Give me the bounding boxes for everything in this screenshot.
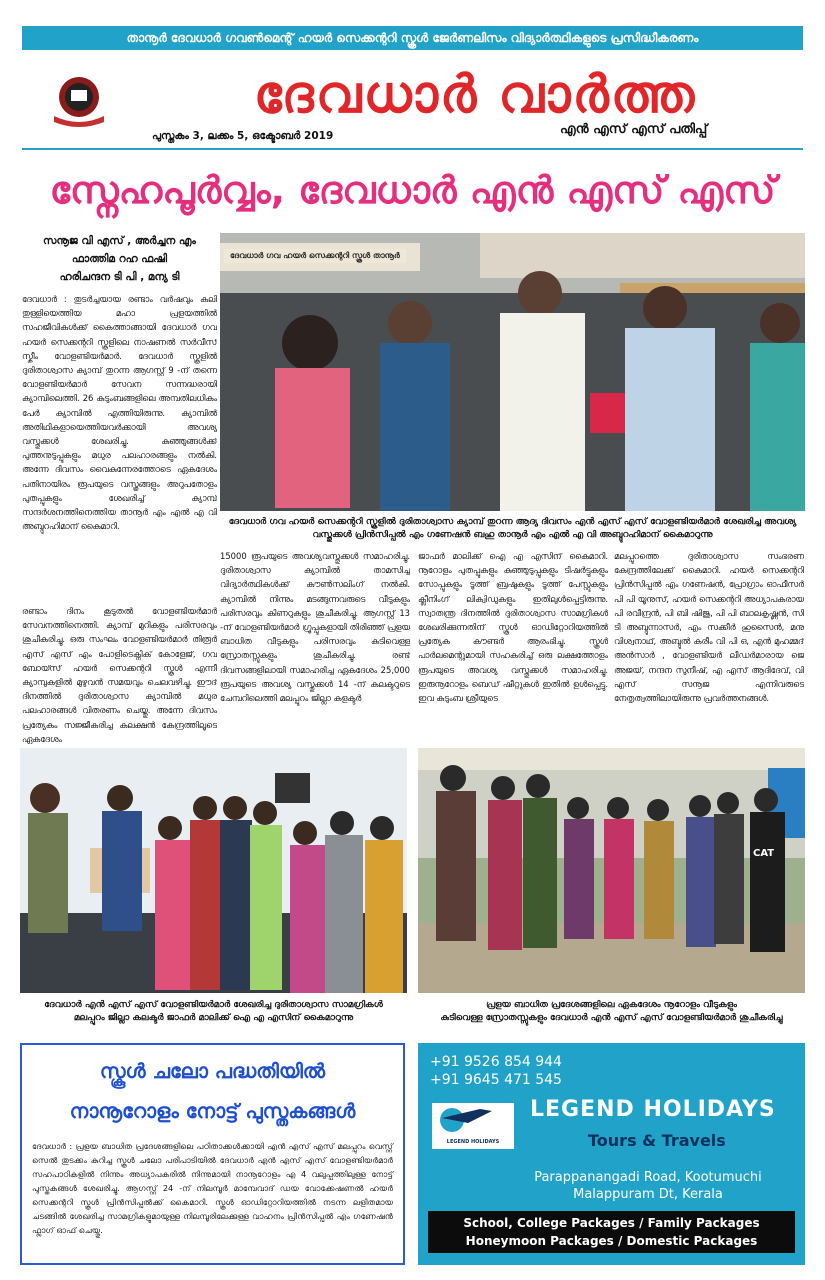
- ad-phone: +91 9526 854 944: [430, 1054, 562, 1070]
- main-photo-caption: ദേവധാർ ഗവ ഹയർ സെക്കന്ററി സ്കൂളിൽ ദുരിതാശ്വാസ ക്യാമ്പ് തുറന്ന ആദ്യ ദിവസം എൻ എസ് എസ് വോളണ്ടിയർമാർ ശേഖരിച്ച അവശ്യ വസ്തുക്കൾ പ്രിൻസിപ്പൽ എം ഗണേഷൻ ബഹു താനൂർ എം എൽ എ വി അബ്ദുറഹിമാന് കൈമാറുന്നു: [228, 517, 797, 540]
- school-emblem-icon: [44, 70, 114, 130]
- school-chalo-box: [20, 1043, 405, 1265]
- ad-packages-line: Honeymoon Packages / Domestic Packages: [465, 1234, 758, 1248]
- box-body: ദേവധാർ : പ്രളയ ബാധിത പ്രദേശങ്ങളിലെ പഠിതാക്കൾക്കായി എൻ എസ് എസ് മലപ്പുറം വെസ്റ്റ് സെൽ തുടക്കം കുറിച്ച സ്കൂൾ ചലോ പരിപാടിയിൽ ദേവധാർ എൻ എസ് എസ് വോളണ്ടിയർമാർ സഹപാഠികളിൽ നിന്നും അധ്യാപകരിൽ നിന്നുമായി നാനൂറോളം എ 4 വലുപ്പത്തിലുള്ള നോട്ട് പുസ്തകങ്ങൾ ശേഖരിച്ചു. ആഗസ്റ്റ് 24 -ന് നിലമ്പൂർ മാമ്പേവാദ് ഡയ വോക്കേഷണൽ ഹയർ സെക്കന്ററി സ്കൂൾ പ്രിൻസിപ്പൽക്ക് കൈമാറി. സ്കൂൾ ഓഡിറ്റോറിയത്തിൽ നടന്ന ലളിതമായ ചടങ്ങിൽ ശേഖരിച്ച സാമഗ്രികളുമായുള്ള നിലമ്പൂരിലേക്കുള്ള വാഹനം പ്രിൻസിപ്പൽ എം ഗണേഷൻ ഫ്ലാഗ് ഓഫ് ചെയ്തു.: [32, 1141, 393, 1235]
- school-sign: ദേവധാർ ഗവ ഹയർ സെക്കന്ററി സ്കൂൾ താനൂർ: [224, 249, 406, 263]
- caption-line: കുടിവെള്ള സ്രോതസ്സുകളും ദേവധാർ എൻ എസ് എസ് വോളണ്ടിയർമാർ ശുചീകരിച്ചു: [440, 1013, 783, 1023]
- byline: [22, 232, 217, 286]
- plane-globe-icon: [432, 1103, 514, 1135]
- main-photo: [220, 233, 805, 511]
- article-column-1-top: ദേവധാർ : തുടർച്ചയായ രണ്ടാം വർഷവും കലി തുള്ളിയെത്തിയ മഹാ പ്രളയത്തിൽ സഹജീവികൾക്ക് കൈത്താങ്ങായി ദേവധാർ ഗവ ഹയർ സെക്കന്ററി സ്കൂളിലെ നാഷണൽ സർവീസ് സ്കീം വോളണ്ടിയർമാർ. ദേവധാർ സ്കൂളിൽ ദുരിതാശ്വാസ ക്യാമ്പ് തുറന്ന ആഗസ്റ്റ് 9 -ന് തന്നെ വോളണ്ടിയർമാർ സേവന സന്നദ്ധരായി ക്യാമ്പിലെത്തി. 26 കുടുംബങ്ങളിലെ അമ്പതിലധികം പേർ ക്യാമ്പിൽ എത്തിയിരുന്നു. ക്യാമ്പിൽ അതിഥികളായെത്തിയവർക്കായി അവശ്യ വസ്തുക്കൾ ശേഖരിച്ചു. കുഞ്ഞുങ്ങൾക്ക് പുത്തനുടുപ്പുകളും മധുര പലഹാരങ്ങളും നൽകി. അന്നേ ദിവസം വൈകുന്നേരത്തോടെ ഏകദേശം പതിനായിരം രൂപയുടെ വസ്ത്രങ്ങളും അറുപതോളം പുതപ്പുകളും ശേഖരിച്ച് ക്യാമ്പ് സന്ദർശനത്തിനെത്തിയ താനൂർ എം എൽ എ വി അബ്ദുറഹിമാന് കൈമാറി.: [22, 294, 217, 532]
- box-title-2: നാനൂറോളം നോട്ട് പുസ്തകങ്ങൾ: [69, 1099, 356, 1123]
- caption-line: പ്രളയ ബാധിത പ്രദേശങ്ങളിലെ ഏകദേശം നൂറോളം വീടുകളും: [486, 1000, 737, 1010]
- ad-subtitle: Tours & Travels: [588, 1131, 726, 1150]
- handover-caption: [20, 999, 407, 1025]
- ad-address: [498, 1169, 798, 1203]
- ad-title: LEGEND HOLIDAYS: [530, 1097, 776, 1122]
- top-banner: [22, 26, 803, 50]
- article-column-2: 15000 രൂപയുടെ അവശ്യവസ്തുക്കൾ സമാഹരിച്ചു. ദുരിതാശ്വാസ ക്യാമ്പിൽ താമസിച്ച വിദ്യാർത്ഥികൾക്ക് കൗൺസലിംഗ് നൽകി. ക്യാമ്പിൽ നിന്നും മടങ്ങുന്നവരുടെ വീടുകളും പരിസരവും കിണറുകളും ശുചീകരിച്ചു. ആഗസ്റ്റ് 13 -ന് വോളണ്ടിയർമാർ ഗ്രൂപ്പുകളായി തിരിഞ്ഞ് പ്രളയ ബാധിത വീടുകളും പരിസരവും കുടിവെള്ള സ്രോതസ്സുകളും ശുചീകരിച്ചു. രണ്ട് ദിവസങ്ങളിലായി സമാഹരിച്ച ഏകദേശം 25,000 രൂപയുടെ അവശ്യ വസ്തുക്കൾ 14 -ന് കലക്ടറുടെ ചേമ്പറിലെത്തി മലപ്പുറം ജില്ലാ കളക്ടർ: [220, 551, 410, 704]
- masthead-divider: [22, 148, 803, 150]
- byline-line: ഫാത്തിമ റഹ ഫഷി: [71, 253, 168, 265]
- caption-line: മലപ്പുറം ജില്ലാ കലക്ടർ ജാഫർ മാലിക്ക് ഐ എ എസിന് കൈമാറുന്നു: [73, 1013, 354, 1023]
- byline-line: സനൂജ വി എസ് , അർച്ചന എം: [43, 235, 196, 247]
- ad-packages: [428, 1211, 795, 1253]
- caption-line: ദേവധാർ എൻ എസ് എസ് വോളണ്ടിയർമാർ ശേഖരിച്ച ദുരിതാശ്വാസ സാമഗ്രികൾ: [44, 1000, 383, 1010]
- cleaning-photo: [418, 748, 805, 993]
- handover-photo-illustration: [20, 748, 407, 993]
- banner-text: താനൂർ ദേവധാർ ഗവൺമെന്റ് ഹയർ സെക്കന്ററി സ്കൂൾ ജേർണലിസം വിദ്യാർത്ഥികളുടെ പ്രസിദ്ധീകരണം: [126, 30, 699, 45]
- ad-phones: [430, 1053, 562, 1089]
- edition-label: എൻ എസ് എസ് പതിപ്പ്: [560, 122, 708, 137]
- box-title-1: സ്കൂൾ ചലോ പദ്ധതിയിൽ: [99, 1059, 326, 1083]
- cleaning-caption: [418, 999, 805, 1025]
- article-column-4: മലപ്പുറത്തെ ദുരിതാശ്വാസ സംഭരണ കേന്ദ്രത്തിലേക്ക് കൈമാറി. ഹയർ സെക്കന്ററി പ്രിൻസിപ്പൽ എം ഗണേഷൻ, പ്രോഗ്രാം ഓഫീസർ പി പി യൂനുസ്, ഹയർ സെക്കന്ററി അധ്യാപകരായ പി രവീന്ദ്രൻ, പി ബി ഷിജു, പി പി ബാലകൃഷ്ണൻ, സി ടി അബ്ദുന്നാസർ, എം സക്കീർ ഹുസൈൻ, മനു വിശ്വനാഥ്, അബ്ദുൽ കരീം വി പി ഒ, എൻ മുഹമ്മദ് അൻസാർ , വോളണ്ടിയർ ലീഡർമാരായ ജെ അജയ്, നന്ദന സുനീഷ്, എ എസ് ആദിദേവ്, വി എസ് സനൂജ എന്നിവരുടെ നേതൃത്വത്തിലായിരുന്നു പ്രവർത്തനങ്ങൾ.: [614, 551, 804, 704]
- ad-packages-line: School, College Packages / Family Packages: [463, 1216, 760, 1230]
- ad-logo: [432, 1103, 514, 1149]
- article-column-3: ജാഫർ മാലിക്ക് ഐ എ എസിന് കൈമാറി. നൂറോളം പുതപ്പുകളും കുഞ്ഞുടുപ്പുകളും ടിഷർട്ടുകളും സോപ്പുകളും ടൂത്ത് ബ്രഷുകളും ടൂത്ത് പേസ്റ്റുകളും ക്ലീനിംഗ് ലിക്വിഡുകളും ഇതിലുൾപ്പെട്ടിരുന്നു. സ്വാതന്ത്ര ദിനത്തിൽ ദുരിതാശ്വാസ സാമഗ്രികൾ ശേഖരിക്കുന്നതിന് സ്കൂൾ ഓഡിറ്റോറിയത്തിൽ പ്രത്യേക കൗണ്ടർ ആരംഭിച്ചു. സ്കൂൾ പാർലമെന്റുമായി സഹകരിച്ച് ഒരു ലക്ഷത്തോളം രൂപയുടെ അവശ്യ വസ്തുക്കൾ സമാഹരിച്ചു. ഇരുനൂറോളം ബെഡ് ഷീറ്റുകൾ ഇതിൽ ഉൾപ്പെട്ടു. ഇവ കുടുംബ ശ്രീയുടെ: [418, 551, 608, 704]
- ad-logo-text: LEGEND HOLIDAYS: [446, 1139, 500, 1145]
- masthead-title: ദേവധാർ വാർത്ത: [253, 65, 697, 125]
- ad-address-line: Malappuram Dt, Kerala: [573, 1187, 723, 1202]
- handover-photo: [20, 748, 407, 993]
- ad-address-line: Parappanangadi Road, Kootumuchi: [534, 1170, 762, 1185]
- byline-line: ഹരിചന്ദന ടി പി , മന്യ ടി: [59, 271, 180, 283]
- issue-info: പുസ്തകം 3, ലക്കം 5, ഒക്ടോബർ 2019: [152, 130, 334, 142]
- legend-holidays-ad: [418, 1043, 805, 1265]
- main-headline: സ്നേഹപൂർവ്വം, ദേവധാർ എൻ എസ് എസ്: [49, 168, 776, 212]
- ad-phone: +91 9645 471 545: [430, 1072, 562, 1088]
- article-column-1-bottom: രണ്ടാം ദിനം കൂടുതൽ വോളണ്ടിയർമാർ സേവനത്തിനെത്തി. ക്യാമ്പ് മുറികളും പരിസരവും ശുചീകരിച്ചു. ഒരു സംഘം വോളണ്ടിയർമാർ തിരൂർ എസ് എസ് എം പോളിടെക്നിക് കോളേജ്, ഗവ ബോയ്സ് ഹയർ സെക്കന്ററി സ്കൂൾ എന്നീ ക്യാമ്പുകളിൽ മുഴുവൻ സമയവും ചെലവഴിച്ചു. ഈദ് ദിനത്തിൽ ദുരിതാശ്വാസ ക്യാമ്പിൽ മധുര പലഹാരങ്ങൾ വിതരണം ചെയ്തു. അന്നേ ദിവസം പ്രത്യേകം സജ്ജീകരിച്ച കലക്ഷൻ കേന്ദ്രത്തിലൂടെ ഏകദേശം: [22, 606, 217, 744]
- cleaning-photo-illustration: [418, 748, 805, 993]
- tshirt-text: CAT: [753, 848, 775, 859]
- main-photo-illustration: [220, 233, 805, 511]
